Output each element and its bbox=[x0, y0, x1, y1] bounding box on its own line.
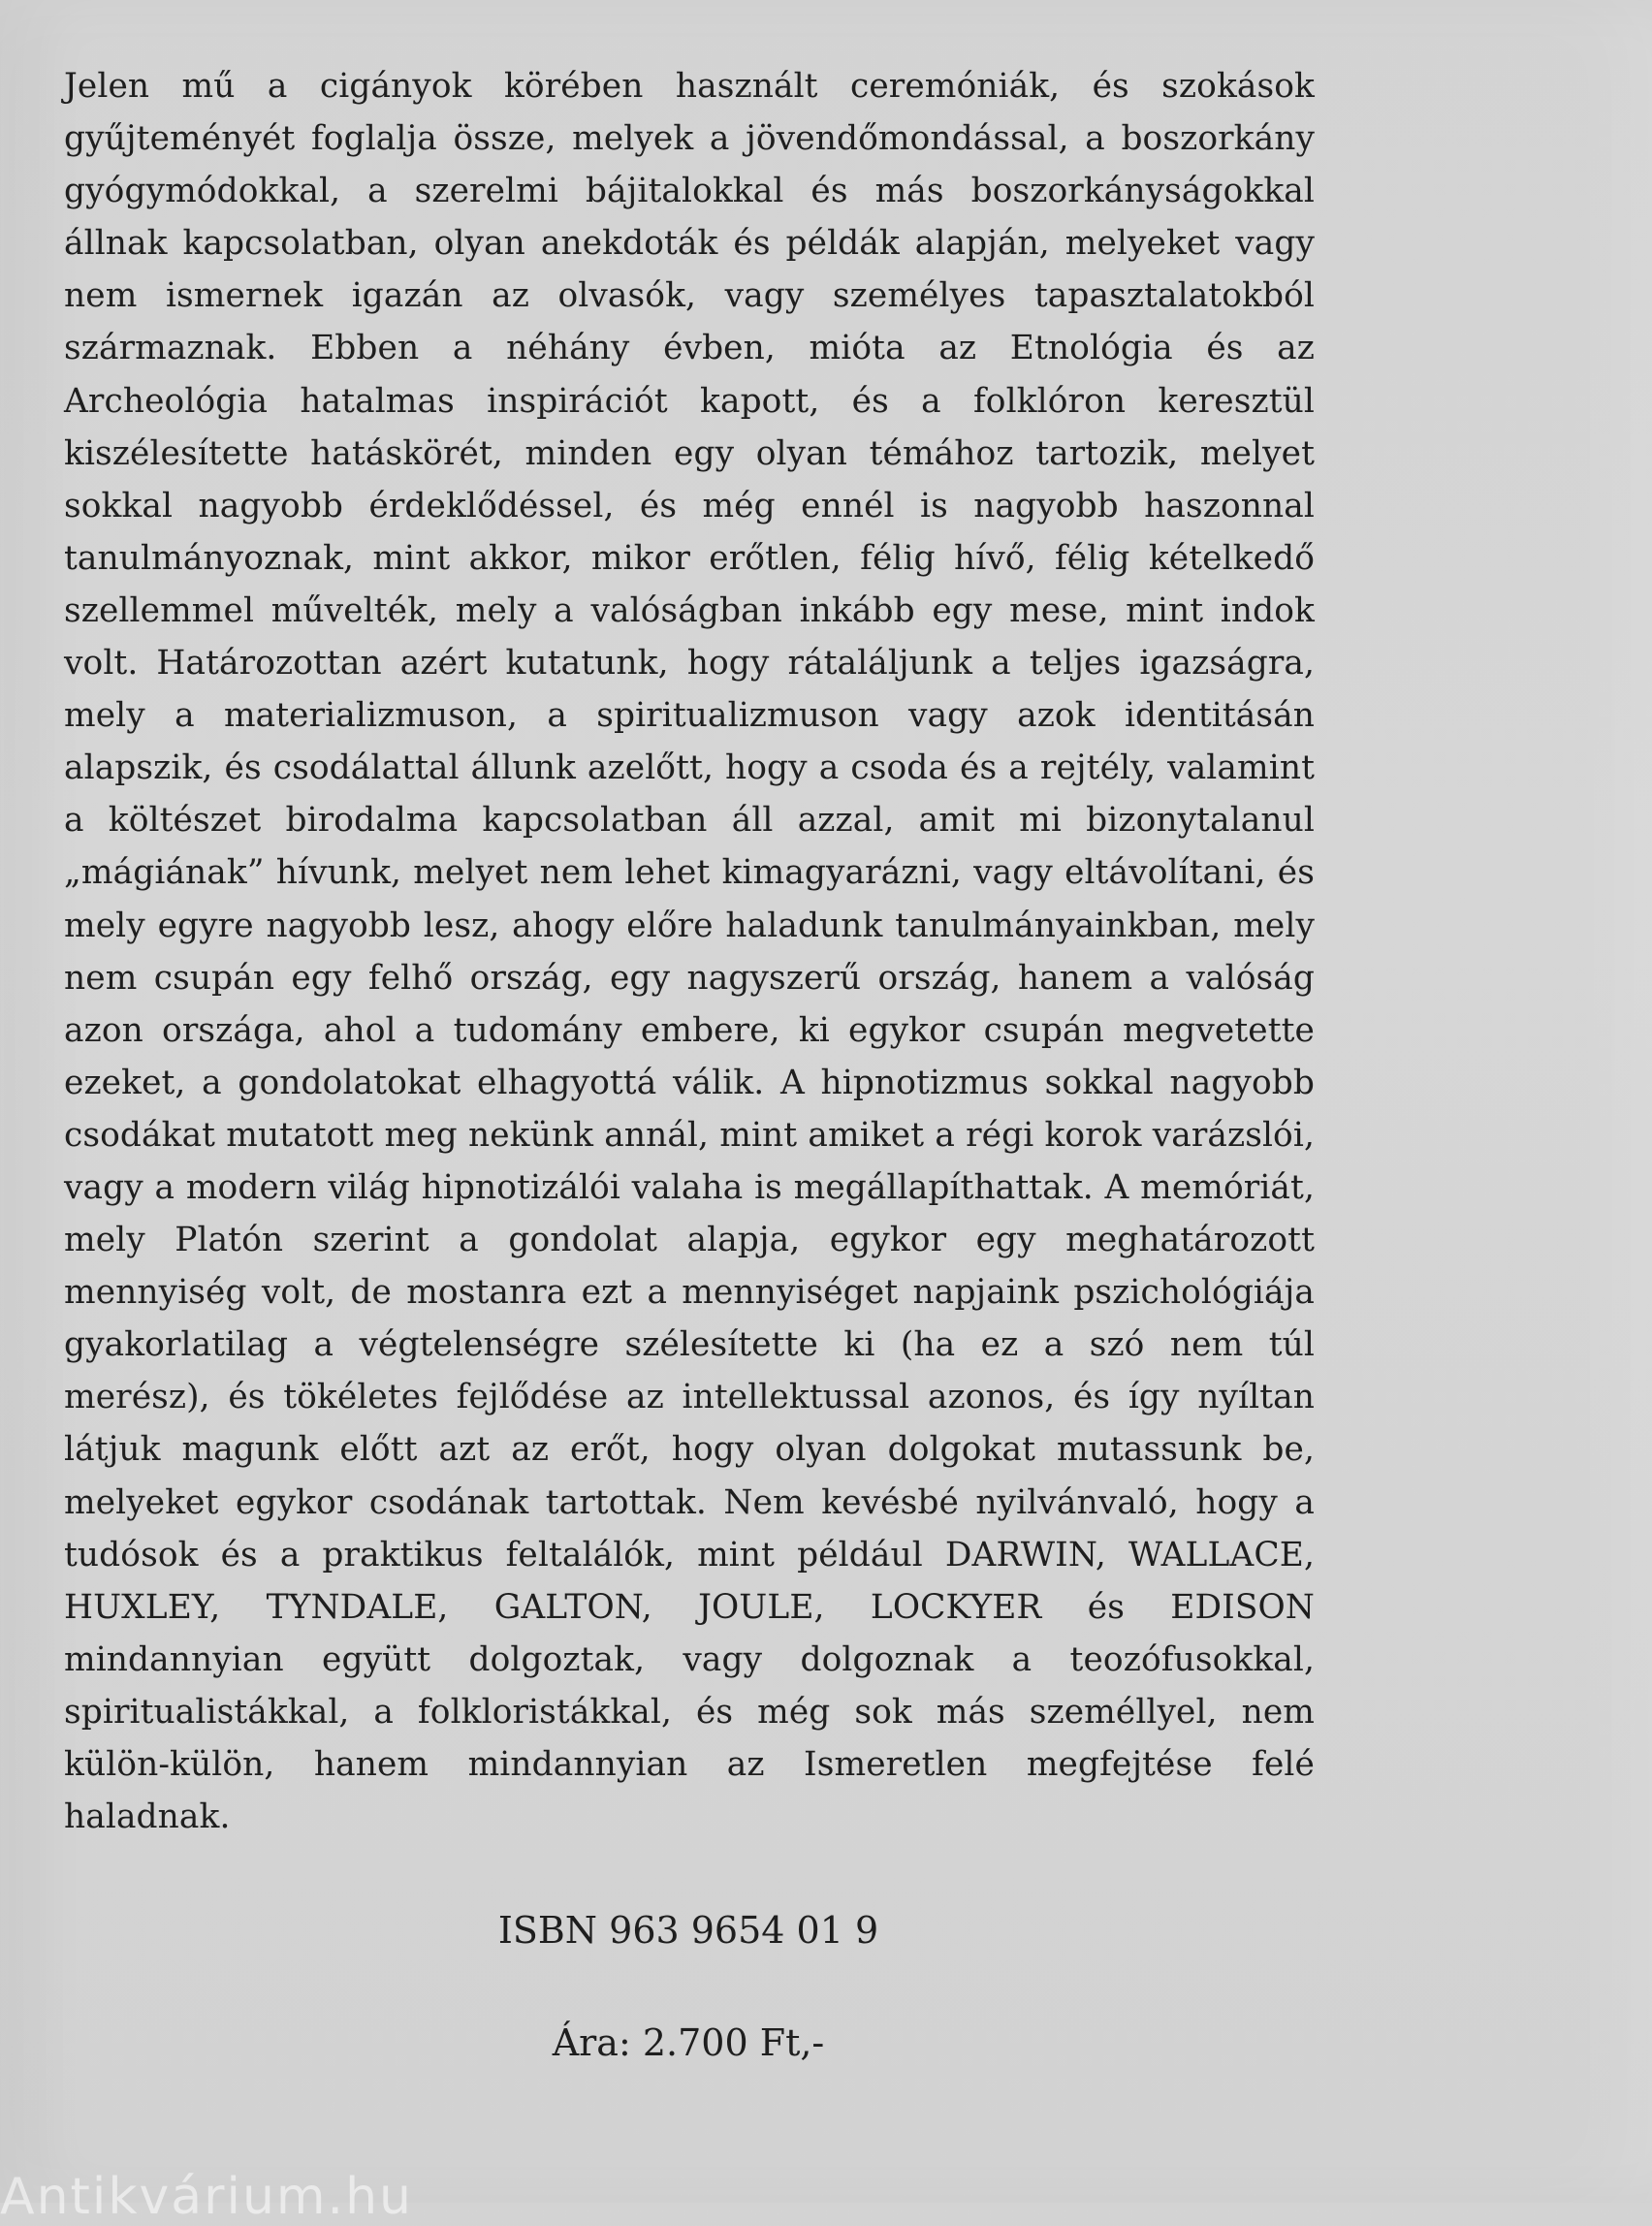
price-label: Ára: 2.700 Ft,- bbox=[552, 2021, 825, 2064]
watermark bbox=[0, 2168, 413, 2226]
blurb-paragraph: Jelen mű a cigányok körében használt ceremóniák, és szokások gyűjteményét foglalja össze, melyek a jövendőmondással, a boszorkány gyógymódokkal, a szerelmi bájitalokkal és más boszorkányságokkal állnak kapcsolatban, olyan anekdoták és példák alapján, melyeket vagy nem ismernek igazán az olvasók, vagy személyes tapasztalatokból származnak. Ebben a néhány évben, mióta az Etnológia és az Archeológia hatalmas inspirációt kapott, és a folklóron keresztül kiszélesítette hatáskörét, minden egy olyan témához tartozik, melyet sokkal nagyobb érdeklődéssel, és még ennél is nagyobb haszonnal tanulmányoznak, mint akkor, mikor erőtlen, félig hívő, félig kételkedő szellemmel művelték, mely a valóságban inkább egy mese, mint indok volt. Határozottan azért kutatunk, hogy rátaláljunk a teljes igazságra, mely a materializmuson, a spiritualizmuson vagy azok identitásán alapszik, és csodálattal állunk azelőtt, hogy a csoda és a rejtély, valamint a költészet birodalma kapcsolatban áll azzal, amit mi bizonytalanul „mágiának” hívunk, melyet nem lehet kimagyarázni, vagy eltávolítani, és mely egyre nagyobb lesz, ahogy előre haladunk tanulmányainkban, mely nem csupán egy felhő ország, egy nagyszerű ország, hanem a valóság azon országa, ahol a tudomány embere, ki egykor csupán megvetette ezeket, a gondolatokat elhagyottá válik. A hipnotizmus sokkal nagyobb csodákat mutatott meg nekünk annál, mint amiket a régi korok varázslói, vagy a modern világ hipnotizálói valaha is megállapíthattak. A memóriát, mely Platón szerint a gondolat alapja, egykor egy meghatározott mennyiség volt, de mostanra ezt a mennyiséget napjaink pszichológiája gyakorlatilag a végtelenségre szélesítette ki (ha ez a szó nem túl merész), és tökéletes fejlődése az intellektussal azonos, és így nyíltan látjuk magunk előtt azt az erőt, hogy olyan dolgokat mutassunk be, melyeket egykor csodának tartottak. Nem kevésbé nyilvánvaló, hogy a tudósok és a praktikus feltalálók, mint például DARWIN, WALLACE, HUXLEY, TYNDALE, GALTON, JOULE, LOCKYER és EDISON mindannyian együtt dolgoztak, vagy dolgoznak a teozófusokkal, spiritualistákkal, a folkloristákkal, és még sok más személlyel, nem külön-külön, hanem mindannyian az Ismeretlen megfejtése felé haladnak. bbox=[64, 67, 1315, 1837]
isbn-number: ISBN 963 9654 01 9 bbox=[497, 1909, 879, 1952]
watermark-text: Antikvárium.hu bbox=[0, 2168, 413, 2226]
